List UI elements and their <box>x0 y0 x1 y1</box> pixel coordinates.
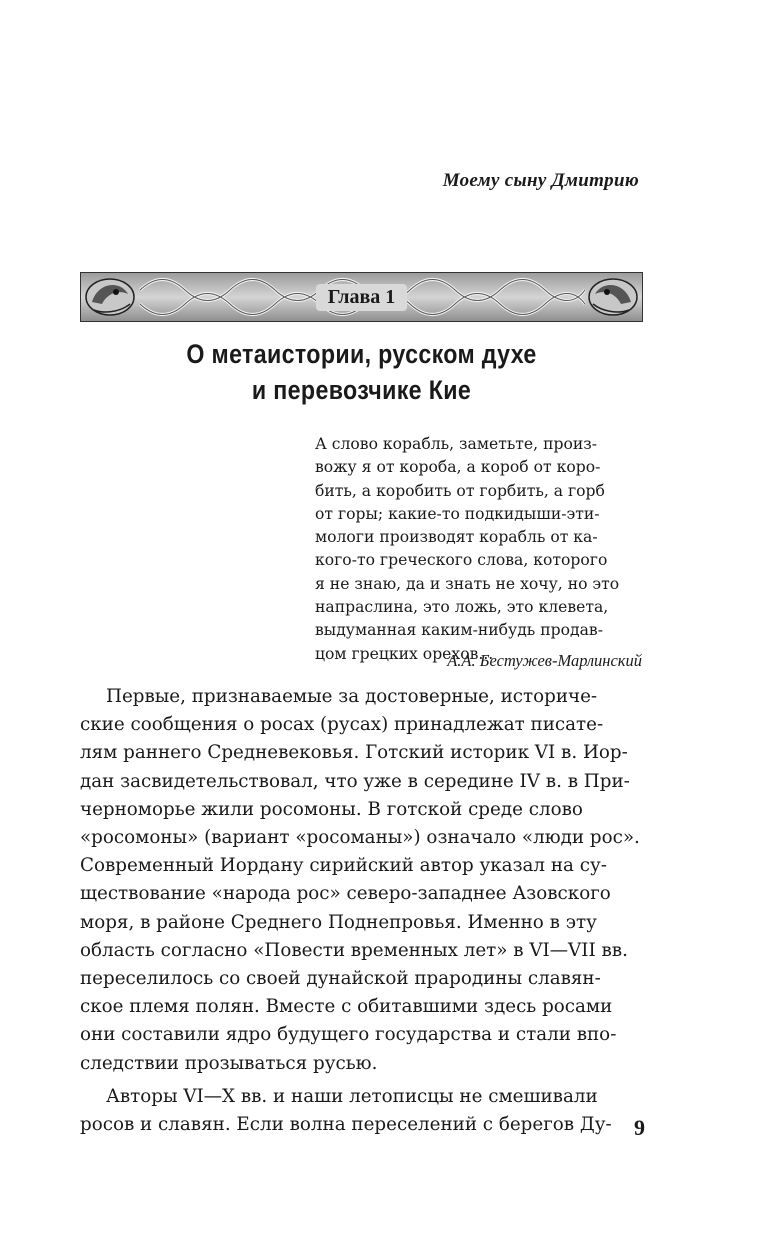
text-line: ское племя полян. Вместе с обитавшими здесь росами <box>80 996 613 1018</box>
text-line: дан засвидетельствовал, что уже в середине IV в. в При- <box>80 770 630 792</box>
text-line: область согласно «Повести временных лет» в VI—VII вв. <box>80 939 628 961</box>
chapter-banner <box>80 272 643 322</box>
text-line: Современный Иордану сирийский автор указал на су- <box>80 855 607 877</box>
text-line: переселилось со своей дунайской прародины славян- <box>80 968 601 990</box>
text-line: «росомоны» (вариант «росоманы») означало «люди рос». <box>80 827 640 849</box>
chapter-label: Глава 1 <box>316 284 408 311</box>
chapter-title-line: и перевозчике Кие <box>251 375 472 405</box>
paragraph-1 <box>80 683 645 1078</box>
text-line: ществование «народа рос» северо-западнее Азовского <box>80 883 611 905</box>
text-line: следствии прозываться русью. <box>80 1052 378 1074</box>
epigraph-line: вожу я от короба, а короб от коро- <box>315 458 601 477</box>
dedication: Моему сыну Дмитрию <box>442 170 639 191</box>
epigraph-line: я не знаю, да и знать не хочу, но это <box>315 574 620 593</box>
epigraph-line: напраслина, это ложь, это клевета, <box>315 598 609 617</box>
epigraph-line: кого-то греческого слова, которого <box>315 551 608 570</box>
text-line: Первые, признаваемые за достоверные, историче- <box>106 686 598 707</box>
paragraph-2 <box>80 1083 645 1139</box>
epigraph-line: выдуманная каким-нибудь продав- <box>315 621 603 640</box>
text-line: они составили ядро будущего государства и стали впо- <box>80 1024 617 1046</box>
text-line: моря, в районе Среднего Поднепровья. Именно в эту <box>80 911 597 933</box>
text-line: Авторы VI—X вв. и наши летописцы не смешивали <box>106 1085 598 1107</box>
text-line: ские сообщения о росах (русах) принадлежат писате- <box>80 714 604 736</box>
epigraph-line: мологи производят корабль от ка- <box>315 528 598 547</box>
text-line: лям раннего Средневековья. Готский историк VI в. Иор- <box>80 742 628 764</box>
text-line: росов и славян. Если волна переселений с берегов Ду- <box>80 1114 612 1136</box>
chapter-title <box>80 336 643 408</box>
epigraph-author: А.А. Бестужев-Марлинский <box>447 651 642 670</box>
chapter-title-line: О метаистории, русском духе <box>186 339 537 369</box>
epigraph <box>315 433 645 666</box>
text-line: черноморье жили росомоны. В готской среде слово <box>80 798 583 820</box>
epigraph-line: от горы; какие-то подкидыши-эти- <box>315 504 600 523</box>
body-text <box>80 683 645 1139</box>
epigraph-line: цом грецких орехов... <box>315 644 494 663</box>
page-number: 9 <box>634 1115 645 1140</box>
epigraph-line: бить, а коробить от горбить, а горб <box>315 481 605 500</box>
epigraph-line: А слово корабль, заметьте, произ- <box>315 435 598 453</box>
